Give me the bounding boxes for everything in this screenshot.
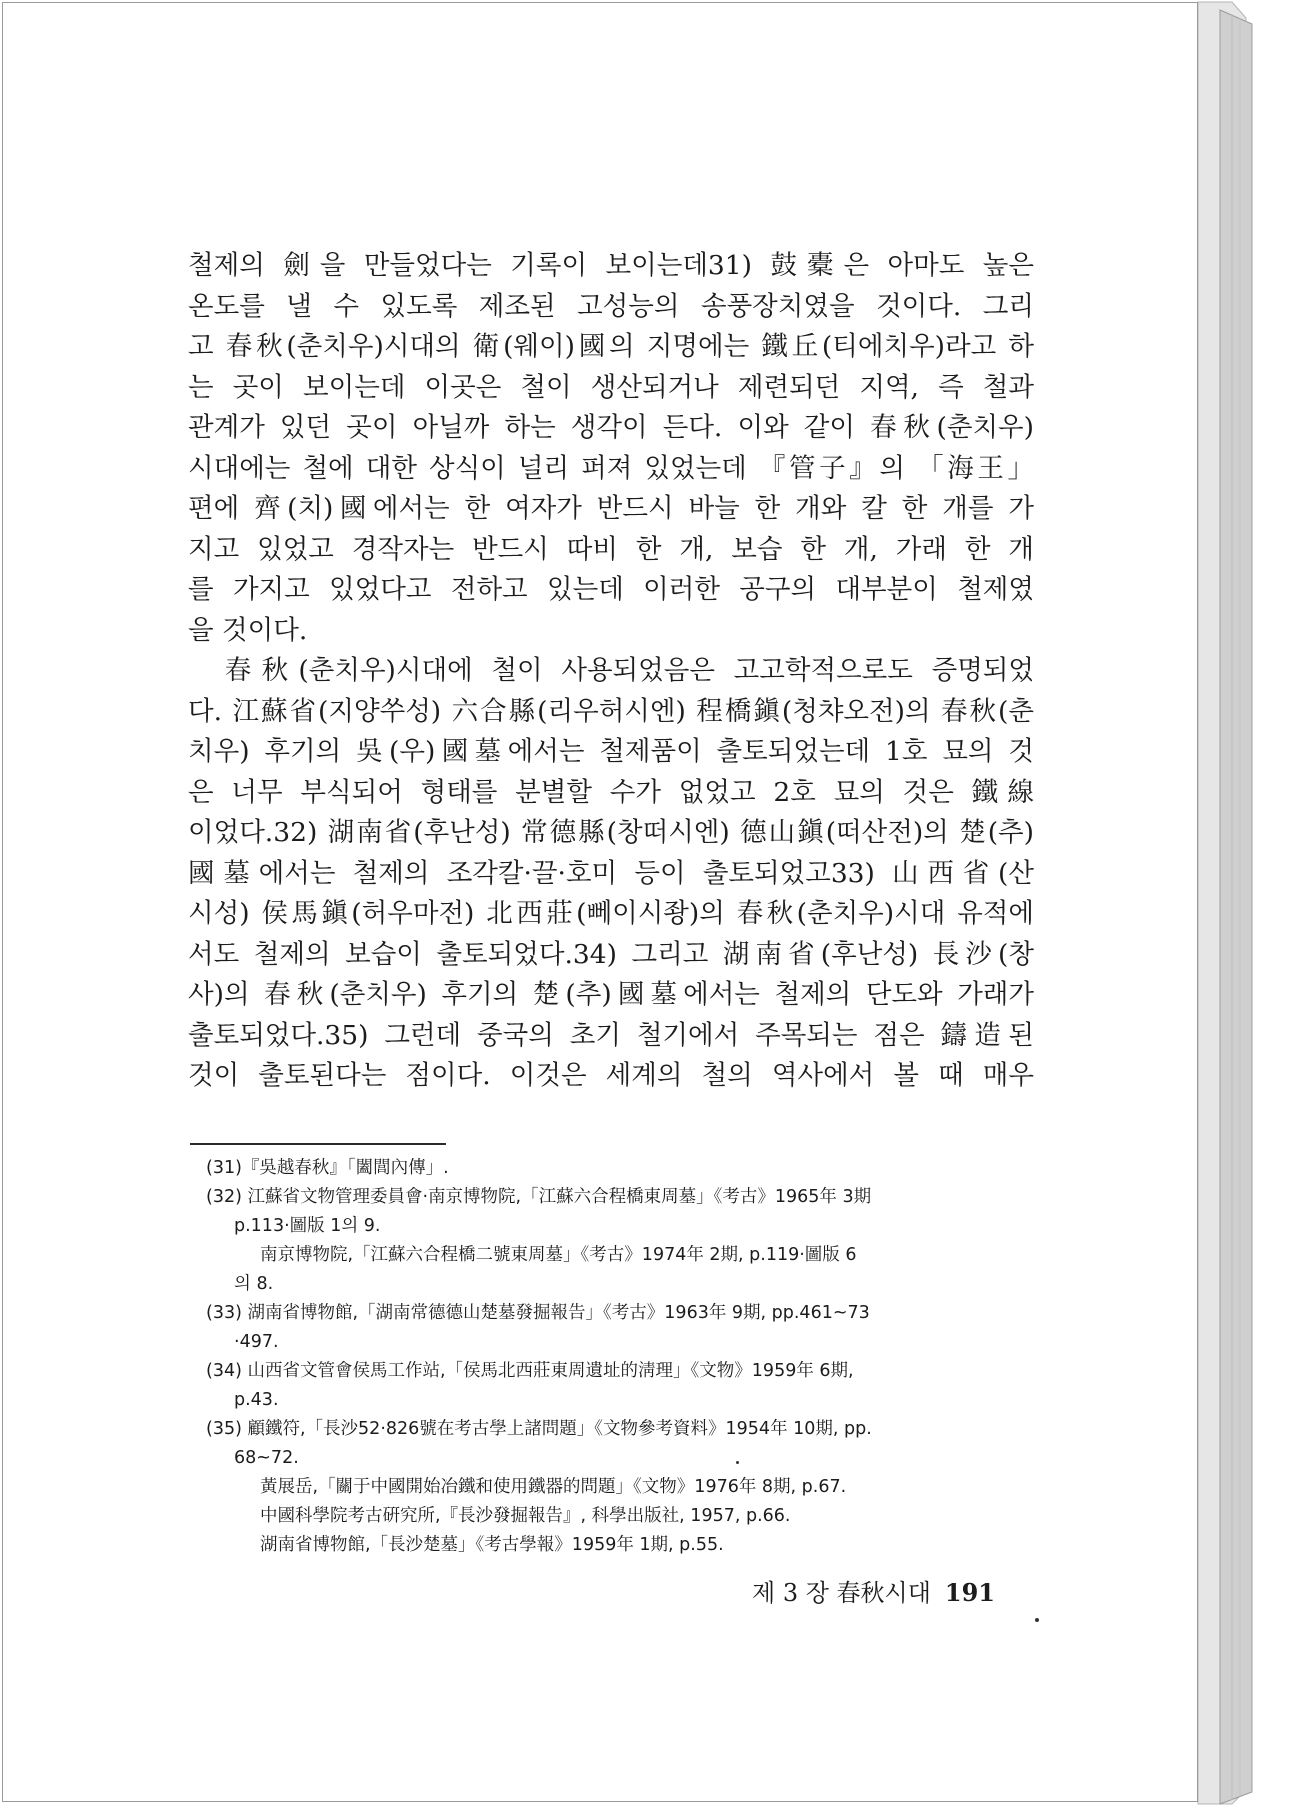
scan-speck <box>1035 1618 1039 1622</box>
footnote-line: p.113·圖版 1의 9. <box>234 1216 381 1236</box>
scan-speck <box>736 1461 739 1464</box>
footnote-line: p.43. <box>234 1390 279 1410</box>
body-line: 것이 출토된다는 점이다. 이것은 세계의 철의 역사에서 볼 때 매우 <box>188 1060 1034 1091</box>
body-line: 지고 있었고 경작자는 반드시 따비 한 개, 보습 한 개, 가래 한 개 <box>188 533 1034 565</box>
footnote-line: 湖南省博物館,「長沙楚墓」《考古學報》1959年 1期, p.55. <box>260 1535 724 1555</box>
footnote-line: 의 8. <box>234 1274 274 1294</box>
page-number: 191 <box>944 1578 996 1607</box>
footnote-line: (31)『吳越春秋』「闔閭內傳」. <box>206 1158 449 1178</box>
body-line: 관계가 있던 곳이 아닐까 하는 생각이 든다. 이와 같이 春秋(춘치우) <box>188 412 1034 443</box>
body-line: 이었다.32) 湖南省(후난성) 常德縣(창떠시엔) 德山鎭(떠산전)의 楚(추) <box>188 817 1034 848</box>
body-text <box>188 246 1034 1097</box>
body-line: 를 가지고 있었다고 전하고 있는데 이러한 공구의 대부분이 철제였 <box>188 574 1034 605</box>
body-line: 을 것이다. <box>188 614 308 646</box>
body-line: 서도 철제의 보습이 출토되었다.34) 그리고 湖南省(후난성) 長沙(창 <box>188 938 1034 970</box>
chapter-title: 제 3 장 春秋시대 <box>752 1579 931 1607</box>
body-line: 편에 齊(치)國에서는 한 여자가 반드시 바늘 한 개와 칼 한 개를 가 <box>188 493 1034 524</box>
body-line: 는 곳이 보이는데 이곳은 철이 생산되거나 제련되던 지역, 즉 철과 <box>188 371 1034 403</box>
footnote-line: (34) 山西省文管會侯馬工作站,「侯馬北西莊東周遺址的淸理」《文物》1959年 6期, <box>206 1361 854 1381</box>
body-line: 시성) 侯馬鎭(허우마전) 北西莊(뻬이시좡)의 春秋(춘치우)시대 유적에 <box>188 898 1034 929</box>
body-line: 시대에는 철에 대한 상식이 널리 퍼져 있었는데 『管子』의 「海王」 <box>188 452 1034 484</box>
body-line: 은 너무 부식되어 형태를 분별할 수가 없었고 2호 묘의 것은 鐵線 <box>188 776 1034 808</box>
page-footer <box>752 1578 1002 1608</box>
footnote-line: (35) 顧鐵符,「長沙52·826號在考古學上諸問題」《文物參考資料》1954年 10期, pp. <box>206 1419 872 1439</box>
footnote-line: 中國科學院考古硏究所,『長沙發掘報告』, 科學出版社, 1957, p.66. <box>260 1506 791 1526</box>
footnote-line: 68~72. <box>234 1448 299 1468</box>
footnote-line: ·497. <box>234 1332 279 1352</box>
footnotes <box>206 1154 1036 1560</box>
body-line: 사)의 春秋(춘치우) 후기의 楚(추)國墓에서는 철제의 단도와 가래가 <box>188 979 1034 1010</box>
footnote-divider <box>190 1143 446 1145</box>
body-line: 國墓에서는 철제의 조각칼·끌·호미 등이 출토되었고33) 山西省(산 <box>188 857 1034 889</box>
footnote-line: 南京博物院,「江蘇六合程橋二號東周墓」《考古》1974年 2期, p.119·圖版 6 <box>260 1245 857 1265</box>
body-line: 온도를 낼 수 있도록 제조된 고성능의 송풍장치였을 것이다. 그리 <box>188 290 1034 322</box>
footnote-line: (33) 湖南省博物館,「湖南常德德山楚墓發掘報告」《考古》1963年 9期, pp.461~73 <box>206 1303 870 1323</box>
body-line: 철제의 劍을 만들었다는 기록이 보이는데31) 鼓橐은 아마도 높은 <box>188 250 1034 281</box>
body-line: 출토되었다.35) 그런데 중국의 초기 철기에서 주목되는 점은 鑄造된 <box>188 1019 1034 1051</box>
body-line: 春秋(춘치우)시대에 철이 사용되었음은 고고학적으로도 증명되었 <box>188 655 1034 686</box>
body-line: 다. 江蘇省(지양쑤성) 六合縣(리우허시엔) 程橋鎭(청챠오전)의 春秋(춘 <box>188 695 1034 727</box>
body-line: 치우) 후기의 吳(우)國墓에서는 철제품이 출토되었는데 1호 묘의 것 <box>188 736 1034 767</box>
footnote-line: (32) 江蘇省文物管理委員會·南京博物院,「江蘇六合程橋東周墓」《考古》1965年 3期 <box>206 1187 872 1207</box>
footnote-line: 黃展岳,「關于中國開始冶鐵和使用鐵器的問題」《文物》1976年 8期, p.67. <box>260 1477 847 1497</box>
body-line: 고 春秋(춘치우)시대의 衛(웨이)國의 지명에는 鐵丘(티에치우)라고 하 <box>188 331 1034 362</box>
